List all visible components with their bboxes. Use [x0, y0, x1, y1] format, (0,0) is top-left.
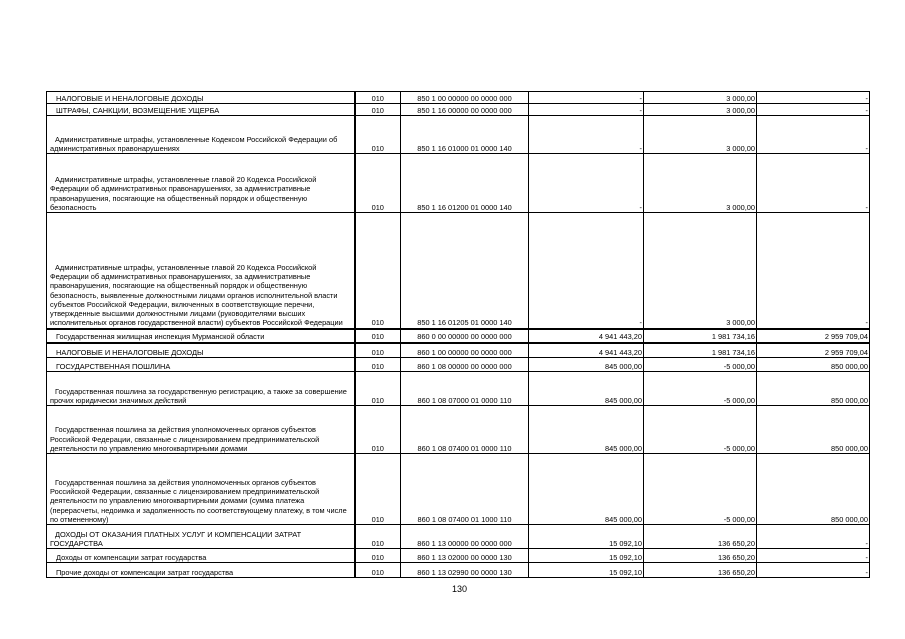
row-name-text: Доходы от компенсации затрат государства [56, 552, 207, 562]
row-value-2-cell: -5 000,00 [644, 372, 757, 406]
row-value-2-cell: -5 000,00 [644, 454, 757, 525]
row-code-cell: 010 [355, 154, 401, 213]
table-row [47, 104, 870, 116]
row-name-cell [47, 343, 355, 358]
row-value-3-cell: 2 959 709,04 [757, 329, 870, 343]
row-value-1-cell: - [529, 116, 644, 154]
row-kbk-cell: 860 1 00 00000 00 0000 000 [401, 343, 529, 358]
row-code-cell: 010 [355, 549, 401, 563]
row-kbk-cell: 850 1 16 01205 01 0000 140 [401, 213, 529, 329]
table-row [47, 563, 870, 578]
table-row [47, 92, 870, 104]
row-kbk-cell: 860 1 08 07400 01 1000 110 [401, 454, 529, 525]
row-kbk-cell: 860 1 13 02000 00 0000 130 [401, 549, 529, 563]
row-code-cell: 010 [355, 563, 401, 578]
row-name-cell [47, 454, 355, 525]
row-value-1-cell: - [529, 104, 644, 116]
row-kbk-cell: 860 0 00 00000 00 0000 000 [401, 329, 529, 343]
table-row [47, 549, 870, 563]
row-value-1-cell: 845 000,00 [529, 454, 644, 525]
row-code-cell: 010 [355, 406, 401, 454]
row-value-1-cell: 845 000,00 [529, 406, 644, 454]
row-code-cell: 010 [355, 343, 401, 358]
row-value-1-cell: 15 092,10 [529, 549, 644, 563]
row-kbk-cell: 860 1 13 00000 00 0000 000 [401, 525, 529, 549]
row-name-text: Административные штрафы, установленные Кодексом Российской Федерации об административных правонарушениях [50, 134, 338, 153]
row-value-2-cell: 136 650,20 [644, 563, 757, 578]
row-value-1-cell: 845 000,00 [529, 372, 644, 406]
row-name-cell [47, 358, 355, 372]
row-value-1-cell: 15 092,10 [529, 525, 644, 549]
row-value-1-cell: - [529, 154, 644, 213]
row-kbk-cell: 860 1 08 00000 00 0000 000 [401, 358, 529, 372]
row-value-2-cell: -5 000,00 [644, 358, 757, 372]
row-code-cell: 010 [355, 329, 401, 343]
row-code-cell: 010 [355, 116, 401, 154]
row-value-1-cell: - [529, 92, 644, 104]
table-row [47, 154, 870, 213]
row-name-text: Государственная жилищная инспекция Мурманской области [56, 332, 265, 342]
row-value-2-cell: 3 000,00 [644, 154, 757, 213]
row-kbk-cell: 850 1 00 00000 00 0000 000 [401, 92, 529, 104]
row-kbk-cell: 850 1 16 00000 00 0000 000 [401, 104, 529, 116]
row-kbk-cell: 850 1 16 01000 01 0000 140 [401, 116, 529, 154]
row-name-cell [47, 549, 355, 563]
row-value-2-cell: -5 000,00 [644, 406, 757, 454]
row-name-text: Государственная пошлина за государственную регистрацию, а также за совершение прочих юридически значимых действий [50, 386, 347, 405]
table-row [47, 358, 870, 372]
row-value-3-cell: 850 000,00 [757, 406, 870, 454]
row-value-1-cell: 845 000,00 [529, 358, 644, 372]
row-value-3-cell: 850 000,00 [757, 372, 870, 406]
row-kbk-cell: 850 1 16 01200 01 0000 140 [401, 154, 529, 213]
row-value-3-cell: - [757, 92, 870, 104]
table-row [47, 343, 870, 358]
row-value-2-cell: 1 981 734,16 [644, 329, 757, 343]
row-value-2-cell: 3 000,00 [644, 213, 757, 329]
row-value-3-cell: - [757, 525, 870, 549]
row-code-cell: 010 [355, 525, 401, 549]
row-value-2-cell: 1 981 734,16 [644, 343, 757, 358]
row-value-3-cell: 2 959 709,04 [757, 343, 870, 358]
table-row [47, 329, 870, 343]
table-row [47, 525, 870, 549]
row-name-text: ДОХОДЫ ОТ ОКАЗАНИЯ ПЛАТНЫХ УСЛУГ И КОМПЕНСАЦИИ ЗАТРАТ ГОСУДАРСТВА [50, 529, 302, 548]
page-number: 130 [452, 584, 468, 594]
row-code-cell: 010 [355, 92, 401, 104]
row-value-1-cell: - [529, 213, 644, 329]
row-name-cell [47, 329, 355, 343]
table-row [47, 406, 870, 454]
row-name-cell [47, 104, 355, 116]
row-kbk-cell: 860 1 08 07000 01 0000 110 [401, 372, 529, 406]
table-row [47, 454, 870, 525]
row-name-text: Административные штрафы, установленные главой 20 Кодекса Российской Федерации об административных правонарушениях, за административные правонарушения, посягающие на общественный порядок и общественную безопасность [50, 175, 317, 212]
row-value-3-cell: - [757, 154, 870, 213]
row-value-1-cell: 4 941 443,20 [529, 329, 644, 343]
row-name-text: ШТРАФЫ, САНКЦИИ, ВОЗМЕЩЕНИЕ УЩЕРБА [56, 105, 220, 115]
row-value-1-cell: 15 092,10 [529, 563, 644, 578]
row-kbk-cell: 860 1 13 02990 00 0000 130 [401, 563, 529, 578]
row-value-1-cell: 4 941 443,20 [529, 343, 644, 358]
row-value-2-cell: 3 000,00 [644, 92, 757, 104]
row-name-cell [47, 154, 355, 213]
row-name-cell [47, 372, 355, 406]
row-value-3-cell: - [757, 213, 870, 329]
budget-income-table [46, 91, 870, 578]
table-body [47, 92, 870, 578]
row-value-2-cell: 136 650,20 [644, 525, 757, 549]
row-name-text: НАЛОГОВЫЕ И НЕНАЛОГОВЫЕ ДОХОДЫ [56, 347, 204, 357]
row-code-cell: 010 [355, 454, 401, 525]
row-name-cell [47, 213, 355, 329]
row-value-3-cell: - [757, 563, 870, 578]
row-code-cell: 010 [355, 358, 401, 372]
row-value-3-cell: 850 000,00 [757, 358, 870, 372]
row-value-3-cell: 850 000,00 [757, 454, 870, 525]
row-name-text: Административные штрафы, установленные главой 20 Кодекса Российской Федерации об административных правонарушениях, за административные правонарушения, посягающие на общественный порядок и общественную безопасность, выявленные должностными лицами органов исполнительной власти субъектов Российской Федерации, включенных в соответствующие перечни, утвержденные высшими должностными лицами (руководителями высших исполнительных органов государственной власти) субъектов Российской Федерации [50, 263, 343, 328]
row-name-text: Государственная пошлина за действия уполномоченных органов субъектов Российской Федерации, связанные с лицензированием предпринимательской деятельности по управлению многоквартирными домами [50, 425, 320, 453]
row-name-text: ГОСУДАРСТВЕННАЯ ПОШЛИНА [56, 361, 171, 371]
row-code-cell: 010 [355, 372, 401, 406]
row-name-cell [47, 116, 355, 154]
row-name-cell [47, 563, 355, 578]
table-row [47, 116, 870, 154]
row-name-cell [47, 406, 355, 454]
row-value-2-cell: 136 650,20 [644, 549, 757, 563]
row-code-cell: 010 [355, 104, 401, 116]
table-row [47, 213, 870, 329]
row-kbk-cell: 860 1 08 07400 01 0000 110 [401, 406, 529, 454]
row-name-cell [47, 525, 355, 549]
row-name-cell [47, 92, 355, 104]
table-row [47, 372, 870, 406]
row-value-3-cell: - [757, 116, 870, 154]
row-value-2-cell: 3 000,00 [644, 116, 757, 154]
row-code-cell: 010 [355, 213, 401, 329]
row-name-text: Прочие доходы от компенсации затрат государства [56, 567, 234, 577]
row-name-text: НАЛОГОВЫЕ И НЕНАЛОГОВЫЕ ДОХОДЫ [56, 93, 204, 103]
row-value-2-cell: 3 000,00 [644, 104, 757, 116]
row-name-text: Государственная пошлина за действия уполномоченных органов субъектов Российской Федерации, связанные с лицензированием предпринимательской деятельности по управлению многоквартирными домами (сумма платежа (перерасчеты, недоимка и задолженность по соответствующему платежу, в том числе по отмененному) [50, 477, 347, 524]
row-value-3-cell: - [757, 104, 870, 116]
row-value-3-cell: - [757, 549, 870, 563]
